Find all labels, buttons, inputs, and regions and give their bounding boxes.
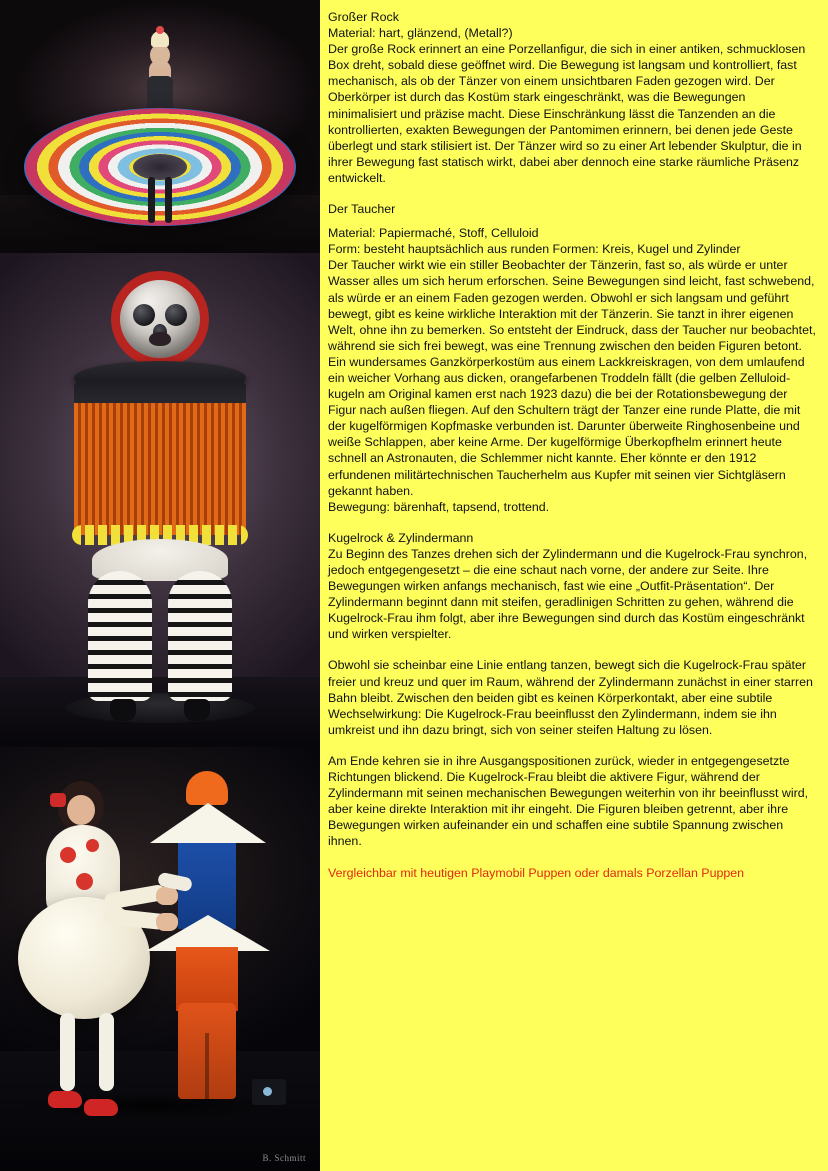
- striped-ring-trousers: [88, 571, 232, 701]
- photo-grosser-rock: [0, 0, 320, 253]
- stage-light-box: [252, 1079, 286, 1105]
- red-dot: [76, 873, 93, 890]
- trouser-leg-right: [168, 571, 232, 701]
- dancer-legs: [146, 175, 174, 223]
- footnote-comparison: Vergleichbar mit heutigen Playmobil Puppen oder damals Porzellan Puppen: [328, 865, 745, 880]
- section-heading-der-taucher: Der Taucher: [328, 202, 396, 217]
- section-body-der-taucher-2: Ein wundersames Ganzkörperkostüm aus einem Lackkreiskragen, von dem umlaufend ein weicher Vorhang aus dicken, orangefarbenen Troddeln fällt (die gelben Zelluloid-kugeln am Original kamen erst nach 1923 dazu) die bei der Rotationsbewegung der Figur nach außen fliegen. Auf den Schultern trägt der Tanzer eine runde Platte, die mit der kugelförmigen Kopfmaske verbunden ist. Darunter überweite Ringhosenbeine und weiße Schlappen, aber keine Arme. Der kugelförmige Überkopfhelm erinnert heute schnell an Astronauten, die Schlemmer nicht kannte. Eher könnte er den 1912 erfundenen militärtechnischen Taucherhelm aus Kupfer mit seinen vier Sichtgläsern gekannt haben.: [328, 354, 805, 498]
- red-dot: [60, 847, 76, 863]
- red-shoe-right: [84, 1099, 118, 1116]
- zylindermann-orange-cap: [186, 771, 228, 805]
- zylindermann-orange-skirt: [176, 947, 238, 1011]
- red-shoe-left: [48, 1091, 82, 1108]
- section-movement-der-taucher: Bewegung: bärenhaft, tapsend, trottend.: [328, 499, 550, 514]
- dancer-hat: [151, 31, 169, 47]
- section-form-der-taucher: Form: besteht hauptsächlich aus runden Formen: Kreis, Kugel und Zylinder: [328, 242, 741, 257]
- kugelrock-hand-upper: [156, 887, 178, 905]
- section-heading-grosser-rock: Großer Rock: [328, 10, 399, 24]
- helmet-eye-right: [165, 304, 187, 326]
- section-body-kugelrock-1: Zu Beginn des Tanzes drehen sich der Zylindermann und die Kugelrock-Frau synchron, jedoch entgegengesetzt – die eine schaut nach vorne, der andere zur Seite. Ihre Bewegungen wirken anfangs mechanisch, fast wie eine „Outfit-Präsentation“. Der Zylindermann beginnt dann mit steifen, geradlinigen Schritten zu gehen, während die Kugelrock-Frau ihm folgt, aber ihre Bewegungen sind durch das Kostüm eingeschränkt und wirken verspielter.: [328, 546, 808, 642]
- zylindermann-upper-cone: [150, 803, 266, 843]
- section-material-der-taucher: Material: Papiermaché, Stoff, Celluloid: [328, 226, 539, 241]
- helmet-mouth: [149, 332, 171, 346]
- red-dot: [86, 839, 99, 852]
- hair-bow: [50, 793, 66, 807]
- zylindermann-lower-cone: [146, 915, 270, 951]
- section-body-kugelrock-2: Obwohl sie scheinbar eine Linie entlang tanzen, bewegt sich die Kugelrock-Frau später freier und kreuz und quer im Raum, während der Zylindermann zunächst in einer starren Bahn bleibt. Zwischen den beiden gibt es keinen Körperkontakt, aber eine subtile Wechselwirkung: Die Kugelrock-Frau beeinflusst den Zylindermann, indem sie ihn umkreist und ihn dazu bringt, sich von seiner steifen Haltung zu lösen.: [328, 658, 813, 737]
- diver-helmet-mask: [111, 271, 209, 367]
- section-heading-kugelrock-zylindermann: Kugelrock & Zylindermann: [328, 530, 474, 545]
- kugelrock-head: [58, 781, 104, 831]
- section-body-grosser-rock: Der große Rock erinnert an eine Porzellanfigur, die sich in einer antiken, schmucklosen Box dreht, sobald diese geöffnet wird. Die Bewegung ist langsam und kontrolliert, fast mechanisch, als ob der Tänzer von einem unsichtbaren Faden gezogen wird. Der Oberkörper ist durch das Kostüm stark eingeschränkt, was die Bewegungen minimalisiert und präzise macht. Diese Einschränkung lässt die Tanzenden an die kontrollierten, exakten Bewegungen der Pantomimen erinnern, bei denen jede Geste überlegt und stark stilisiert ist. Der Tänzer wird so zu einer Art lebender Skulptur, die in ihrer Bewegung fast statisch wirkt, dabei aber dennoch eine starke räumliche Präsenz entwickelt.: [328, 42, 806, 185]
- photo-signature: B. Schmitt: [262, 1153, 306, 1163]
- section-body-der-taucher-1: Der Taucher wirkt wie ein stiller Beobachter der Tänzerin, fast so, als würde er unter Wasser alles um sich herum erforschen. Seine Bewegungen sind leicht, fast schwebend, als würde er an einem Faden gezogen werden. Obwohl er sich langsam und geführt bewegt, gibt es keine wirkliche Interaktion mit der Tänzerin. Sie tanzt in ihrer eigenen Welt, ohne ihn zu bemerken. So entsteht der Eindruck, dass der Taucher nur beobachtet, während sie sich frei bewegt, was eine Trennung zwischen den beiden Figuren betont.: [328, 258, 816, 353]
- image-column: [0, 0, 320, 1171]
- photo-der-taucher: [0, 253, 320, 747]
- orange-tassel-curtain: [74, 403, 246, 535]
- kugelrock-legs: [56, 1013, 118, 1095]
- section-material-grosser-rock: Material: hart, glänzend, (Metall?): [328, 26, 513, 41]
- kugelrock-face: [67, 795, 95, 825]
- costume-shoes: [100, 699, 220, 723]
- section-body-kugelrock-3: Am Ende kehren sie in ihre Ausgangspositionen zurück, wieder in entgegengesetzte Richtungen blickend. Die Kugelrock-Frau bleibt die aktivere Figur, während der Zylindermann mit seinen mechanischen Bewegungen weiterhin von ihr beeinflusst wird, aber keine direkte Interaktion mit ihr eingeht. Die Figuren bleiben getrennt, aber ihre Bewegungen wirken aufeinander ein und schaffen eine subtile Spannung zwischen ihnen.: [328, 753, 809, 849]
- helmet-eye-left: [133, 304, 155, 326]
- dancer-head: [150, 44, 170, 66]
- photo-kugelrock-zylindermann: [0, 747, 320, 1171]
- zylindermann-orange-trousers: [178, 1003, 236, 1099]
- trouser-leg-left: [88, 571, 152, 701]
- text-column: [320, 0, 828, 881]
